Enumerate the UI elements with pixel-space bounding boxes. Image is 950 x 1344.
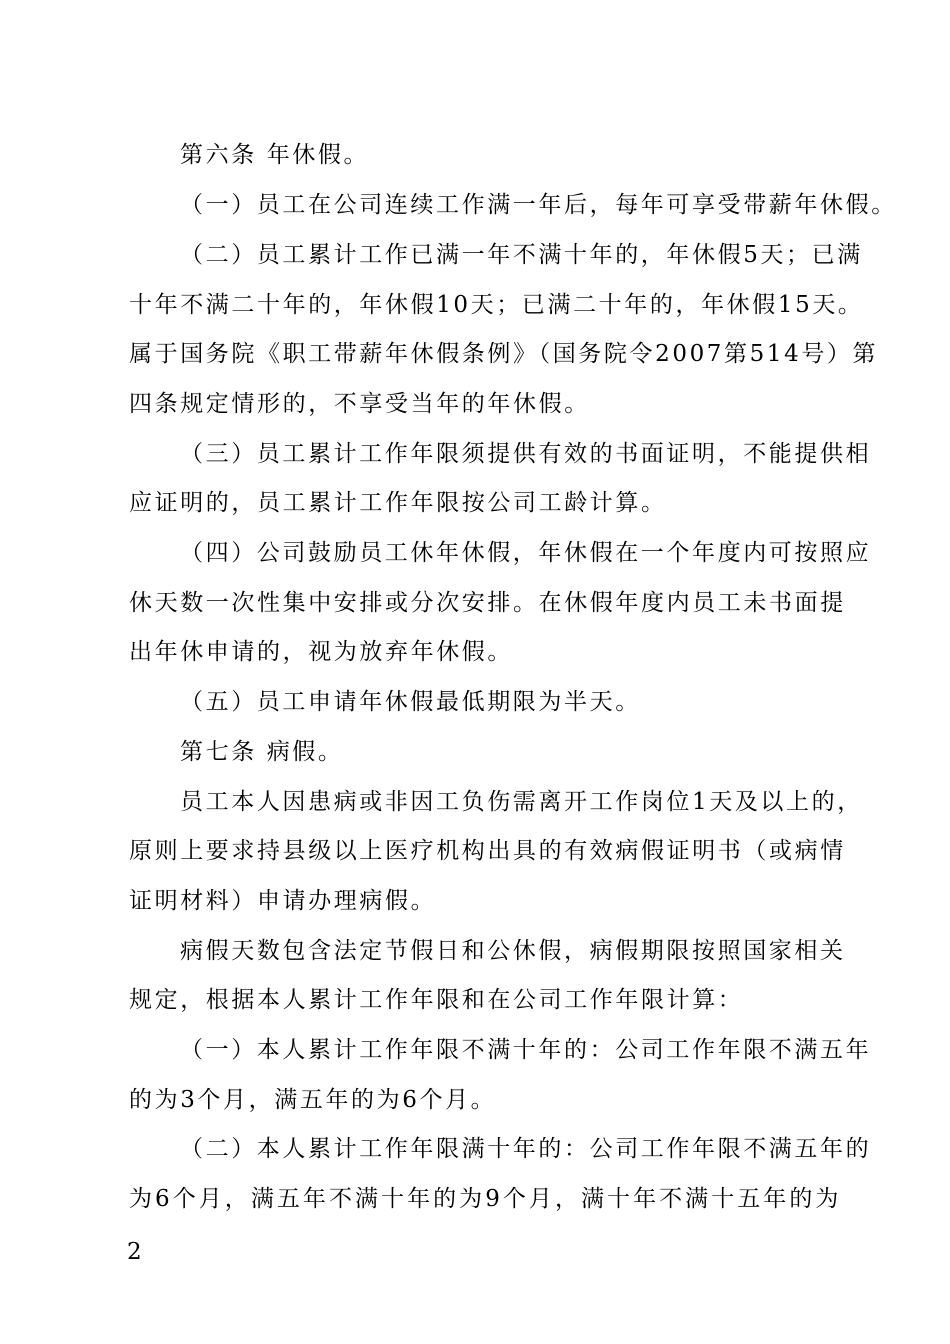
page-number: 2 [127,1239,142,1265]
paragraph-line: （四）公司鼓励员工休年休假，年休假在一个年度内可按照应 [180,540,872,566]
paragraph-line: 的为3个月，满五年的为6个月。 [129,1087,497,1113]
paragraph-line: 四条规定情形的，不享受当年的年休假。 [129,391,590,417]
paragraph-line: 出年休申请的，视为放弃年休假。 [129,639,513,665]
paragraph-line: 员工本人因患病或非因工负伤需离开工作岗位1天及以上的， [180,789,863,815]
paragraph-line: 证明材料）申请办理病假。 [129,888,437,914]
paragraph-line: （五）员工申请年休假最低期限为半天。 [180,689,641,715]
paragraph-line: 应证明的，员工累计工作年限按公司工龄计算。 [129,490,667,516]
paragraph-line: （一）员工在公司连续工作满一年后，每年可享受带薪年休假。 [180,192,897,218]
article-6-heading: 第六条 年休假。 [180,142,370,168]
paragraph-line: 为6个月，满五年不满十年的为9个月，满十年不满十五年的为 [129,1186,841,1212]
paragraph-line: 十年不满二十年的，年休假10天；已满二十年的，年休假15天。 [129,292,864,318]
paragraph-line: （三）员工累计工作年限须提供有效的书面证明，不能提供相 [180,441,872,467]
paragraph-line: 休天数一次性集中安排或分次安排。在休假年度内员工未书面提 [129,590,846,616]
paragraph-line: （二）员工累计工作已满一年不满十年的，年休假5天；已满 [180,242,863,268]
paragraph-line: 原则上要求持县级以上医疗机构出具的有效病假证明书（或病情 [129,838,846,864]
paragraph-line: 属于国务院《职工带薪年休假条例》（国务院令2007第514号）第 [129,341,879,367]
paragraph-line: （二）本人累计工作年限满十年的：公司工作年限不满五年的 [180,1136,872,1162]
paragraph-line: 病假天数包含法定节假日和公休假，病假期限按照国家相关 [180,938,846,964]
paragraph-line: 规定，根据本人累计工作年限和在公司工作年限计算： [129,987,744,1013]
article-7-heading: 第七条 病假。 [180,739,344,765]
paragraph-line: （一）本人累计工作年限不满十年的：公司工作年限不满五年 [180,1037,872,1063]
